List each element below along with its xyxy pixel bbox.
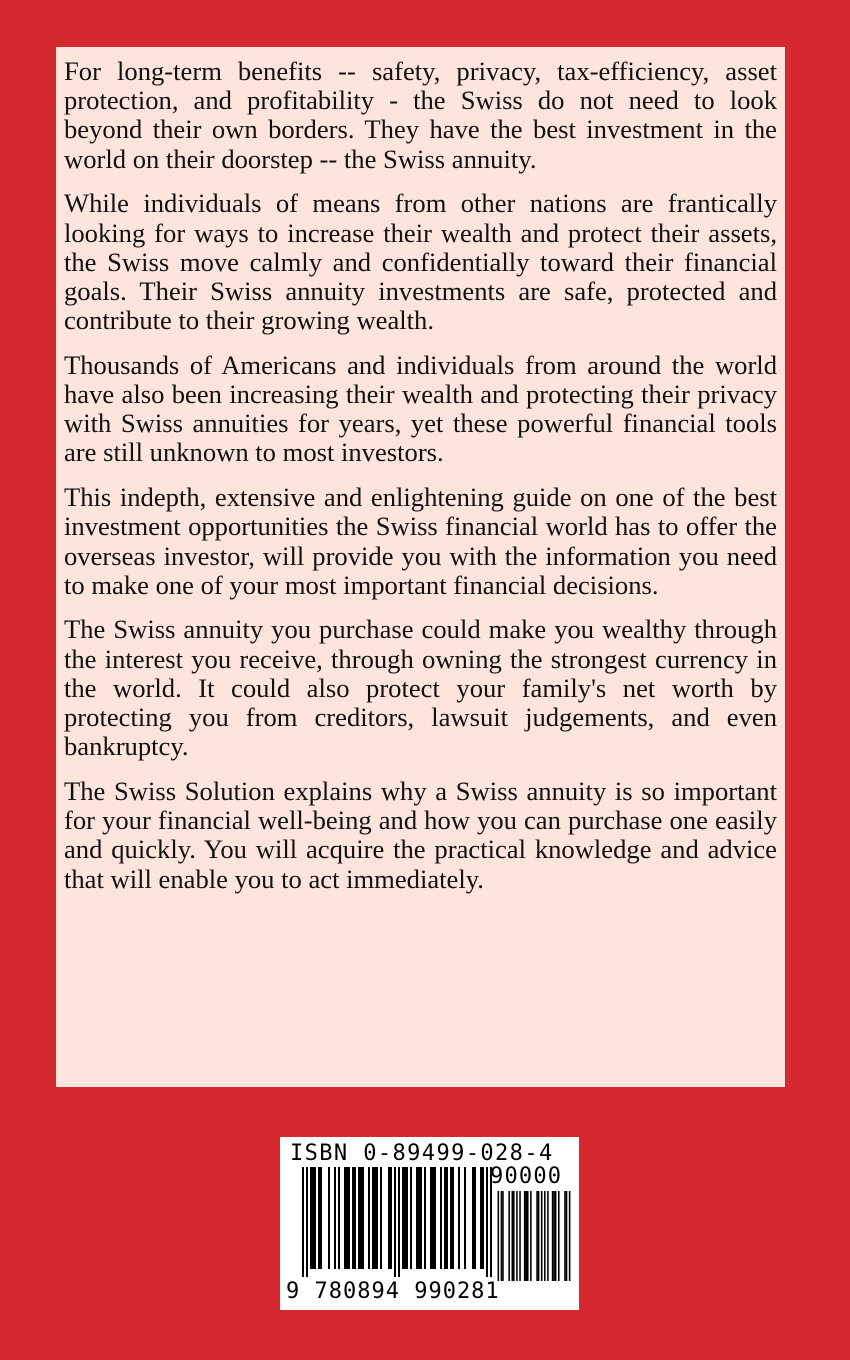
addon-bar (530, 1191, 532, 1281)
ean-bar (430, 1167, 432, 1269)
addon-bar (527, 1191, 529, 1281)
addon-bar (524, 1191, 526, 1281)
ean-bar (360, 1167, 362, 1269)
isbn-barcode-block (280, 1137, 579, 1310)
ean-bar (452, 1167, 454, 1269)
ean-bar (368, 1167, 370, 1269)
blurb-paragraph-5: The Swiss annuity you purchase could make you wealthy through the interest you receive, through owning the strongest currency in the world. It could also protect your family's net worth by protecting you from creditors, lawsuit judgements, and even bankruptcy. (64, 614, 777, 762)
ean-bar (402, 1167, 404, 1269)
ean-bar (318, 1167, 320, 1269)
addon-bar (536, 1191, 538, 1281)
addon-bar (541, 1191, 543, 1281)
ean-bar (334, 1167, 336, 1269)
addon-bar (538, 1191, 540, 1281)
ean-bar (482, 1167, 484, 1269)
ean-bar (480, 1167, 482, 1269)
ean-bar (346, 1167, 348, 1269)
addon-bar (512, 1191, 514, 1281)
ean-bar (394, 1167, 396, 1277)
addon-bar (525, 1191, 527, 1281)
ean-bar (302, 1167, 304, 1277)
ean-bar (310, 1167, 312, 1269)
ean-bar (338, 1167, 340, 1269)
addon-bar (569, 1191, 571, 1281)
ean-bar (320, 1167, 322, 1269)
addon-bar (516, 1191, 518, 1281)
addon-bar (547, 1191, 549, 1281)
ean-bar (372, 1167, 374, 1269)
ean-bar (358, 1167, 360, 1269)
ean-bar (344, 1167, 346, 1269)
ean-bar (474, 1167, 476, 1269)
addon-bar (553, 1191, 555, 1281)
blurb-panel (56, 47, 785, 1087)
ean-bar (306, 1167, 308, 1277)
ean-bar (416, 1167, 418, 1269)
ean-bar (374, 1167, 376, 1269)
addon-bar (544, 1191, 546, 1281)
blurb-paragraph-4: This indepth, extensive and enlightening guide on one of the best investment opportunities the Swiss financial world has to offer the overseas investor, will provide you with the information you need to make one of your most important financial decisions. (64, 482, 777, 600)
addon-bar (498, 1191, 500, 1281)
addon-bar (501, 1191, 503, 1281)
ean-bar (314, 1167, 316, 1269)
ean-bar (406, 1167, 408, 1269)
ean-bar (444, 1167, 446, 1269)
ean-bar (328, 1167, 330, 1269)
addon-bar (502, 1191, 504, 1281)
addon-bar (566, 1191, 568, 1281)
ean-bar (376, 1167, 378, 1269)
blurb-text (64, 57, 777, 894)
addon-bar (552, 1191, 554, 1281)
addon-bar (558, 1191, 560, 1281)
ean-bar (410, 1167, 412, 1269)
ean-bar (450, 1167, 452, 1269)
ean-bar (404, 1167, 406, 1269)
ean-bar (388, 1167, 390, 1269)
ean-bar (472, 1167, 474, 1269)
ean-bar (390, 1167, 392, 1269)
ean-bar (418, 1167, 420, 1269)
blurb-paragraph-6: The Swiss Solution explains why a Swiss annuity is so important for your financial well-being and how you can purchase one easily and quickly. You will acquire the practical knowledge and advice that will enable you to act immediately. (64, 775, 777, 894)
addon-bar (513, 1191, 515, 1281)
ean-bar (446, 1167, 448, 1269)
ean-bar (440, 1167, 442, 1269)
ean-bar (424, 1167, 426, 1269)
ean-bar (420, 1167, 422, 1269)
isbn-label: ISBN 0-89499-028-4 (290, 1141, 554, 1166)
ean-bar (458, 1167, 460, 1269)
blurb-paragraph-2: While individuals of means from other nations are frantically looking for ways to increase their wealth and protect their assets, the Swiss move calmly and confidentially toward their financial goals. Their Swiss annuity investments are safe, protected and contribute to their growing wealth. (64, 188, 777, 336)
addon-bar (564, 1191, 566, 1281)
ean-bar (398, 1167, 400, 1277)
blurb-paragraph-3: Thousands of Americans and individuals from around the world have also been increasing their wealth and protecting their privacy with Swiss annuities for years, yet these powerful financial tools are still unknown to most investors. (64, 349, 777, 468)
ean-bar (464, 1167, 466, 1269)
ean-bar (348, 1167, 350, 1269)
blurb-paragraph-1: For long-term benefits -- safety, privacy, tax-efficiency, asset protection, and profitability - the Swiss do not need to look beyond their own borders. They have the best investment in the world on their doorstep -- the Swiss annuity. (64, 56, 777, 174)
ean-bar (380, 1167, 382, 1269)
ean-bar (486, 1167, 488, 1277)
ean-bar (362, 1167, 364, 1269)
addon-bar (508, 1191, 510, 1281)
ean-bar (354, 1167, 356, 1269)
addon-bar (519, 1191, 521, 1281)
addon-bar (555, 1191, 557, 1281)
ean-digits: 9 780894 990281 (286, 1279, 500, 1304)
ean-bar (312, 1167, 314, 1269)
price-code: 90000 (490, 1164, 563, 1189)
ean-bar (432, 1167, 434, 1269)
ean-bar (352, 1167, 354, 1269)
ean-bar (434, 1167, 436, 1269)
